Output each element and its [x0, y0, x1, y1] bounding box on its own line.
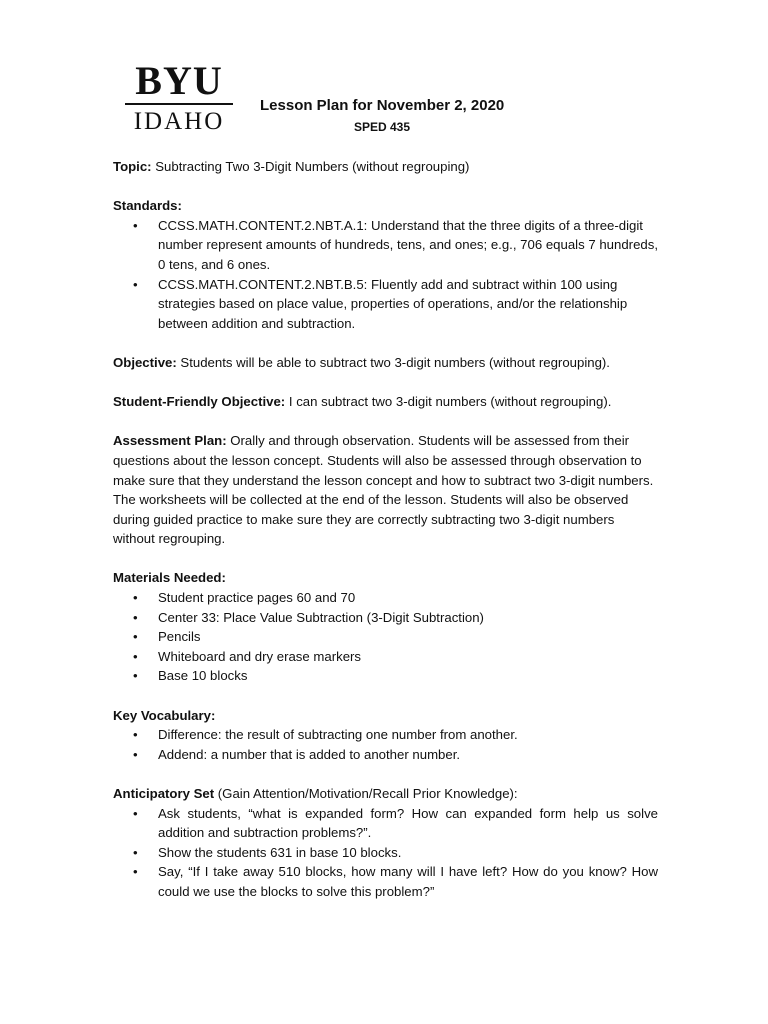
materials-label: Materials Needed:: [113, 570, 226, 586]
student-objective-text: I can subtract two 3-digit numbers (without regrouping).: [285, 394, 612, 410]
logo-byu-text: BYU: [135, 58, 223, 103]
materials-list: [113, 588, 658, 686]
anticipatory-list: [113, 804, 658, 902]
standards-heading: [113, 196, 658, 216]
list-item: • Ask students, “what is expanded form? How can expanded form help us solve addition and subtraction problems?”.: [113, 804, 658, 843]
standard-code: CCSS.MATH.CONTENT.2.NBT.A.1:: [158, 217, 368, 233]
vocabulary-list: [113, 725, 658, 764]
list-item: • Difference: the result of subtracting one number from another.: [113, 725, 658, 745]
list-item: • Base 10 blocks: [113, 666, 658, 686]
anticipatory-heading: [113, 784, 658, 804]
list-item: [113, 216, 658, 275]
standard-code: CCSS.MATH.CONTENT.2.NBT.B.5:: [158, 276, 368, 292]
list-item: • Pencils: [113, 627, 658, 647]
list-item: [113, 275, 658, 334]
topic-text: Subtracting Two 3-Digit Numbers (without regrouping): [151, 159, 470, 174]
vocabulary-label: Key Vocabulary:: [113, 707, 216, 723]
standards-list: [113, 216, 658, 334]
course-code: SPED 435: [354, 120, 411, 134]
student-objective-line: [113, 392, 658, 412]
list-item: • Show the students 631 in base 10 blocks.: [113, 843, 658, 863]
logo-rule: [125, 103, 233, 105]
standards-label: Standards:: [113, 198, 182, 214]
materials-heading: [113, 568, 658, 588]
list-item: • Whiteboard and dry erase markers: [113, 647, 658, 667]
standard-text: Understand that the three digits of a three-digit number represent amounts of hundreds, tens, and ones; e.g., 706 equals 7 hundreds, 0 tens, and 6 ones.: [158, 217, 658, 272]
lesson-body: [113, 157, 658, 902]
objective-line: [113, 353, 658, 373]
byu-idaho-logo: [125, 58, 233, 135]
page-title: Lesson Plan for November 2, 2020: [260, 97, 505, 114]
assessment-plan: [113, 431, 658, 549]
objective-label: Objective:: [113, 354, 177, 370]
list-item: • Say, “If I take away 510 blocks, how many will I have left? How do you know? How could we use the blocks to solve this problem?”: [113, 862, 658, 901]
vocabulary-heading: [113, 706, 658, 726]
topic-label: Topic:: [113, 159, 152, 174]
assessment-text: Orally and through observation. Students will be assessed from their questions about the lesson concept. Students will also be assessed through observation to make sure that they understand the lesson concept and how to subtract two 3-digit numbers. The worksheets will be collected at the end of the lesson. Students will also be observed during guided practice to make sure they are correctly subtracting two 3-digit numbers without regrouping.: [113, 433, 654, 547]
anticipatory-note: (Gain Attention/Motivation/Recall Prior Knowledge):: [214, 786, 518, 801]
topic-line: [113, 157, 658, 177]
list-item: • Addend: a number that is added to another number.: [113, 745, 658, 765]
list-item: • Center 33: Place Value Subtraction (3-Digit Subtraction): [113, 608, 658, 628]
objective-text: Students will be able to subtract two 3-digit numbers (without regrouping).: [176, 354, 610, 370]
list-item: • Student practice pages 60 and 70: [113, 588, 658, 608]
student-objective-label: Student-Friendly Objective:: [113, 394, 286, 410]
logo-idaho-text: IDAHO: [133, 108, 225, 135]
standard-text: Fluently add and subtract within 100 using strategies based on place value, properties of operations, and/or the relationship between addition and subtraction.: [158, 276, 628, 331]
assessment-label: Assessment Plan:: [113, 433, 227, 449]
anticipatory-label: Anticipatory Set: [113, 786, 215, 801]
